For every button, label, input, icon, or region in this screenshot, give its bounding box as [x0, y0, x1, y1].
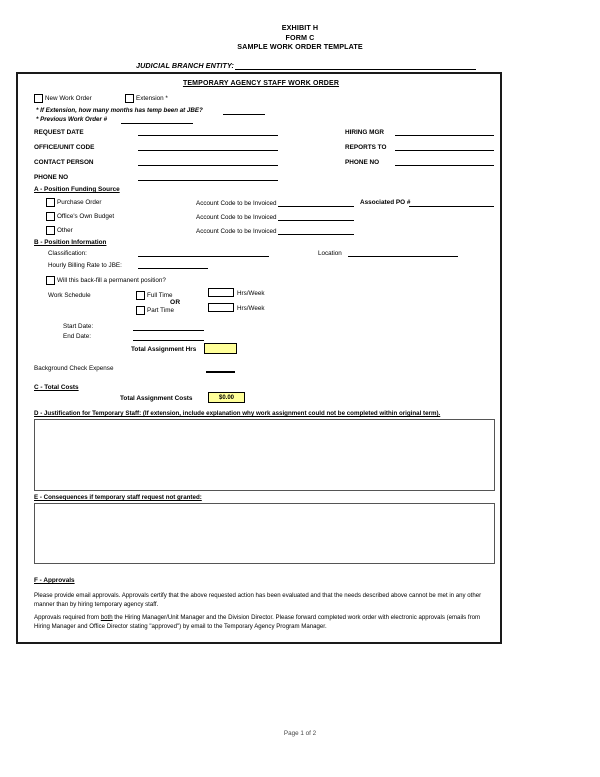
checkbox-office-own-budget-label: Office's Own Budget: [57, 213, 115, 220]
approvals-paragraph-1: Please provide email approvals. Approvals certify that the above requested action has been evaluated and that the needs described above cannot be met in any other manner than by hiring temporary agency staff.: [34, 592, 482, 609]
total-assignment-hrs-label: Total Assignment Hrs: [131, 346, 197, 353]
previous-work-order-label: * Previous Work Order #: [36, 116, 108, 123]
hiring-mgr-label: HIRING MGR: [345, 129, 385, 136]
location-input[interactable]: [348, 256, 458, 257]
checkbox-other-funding[interactable]: [46, 226, 73, 235]
contact-person-input[interactable]: [138, 165, 278, 166]
section-a-heading: A - Position Funding Source: [34, 186, 120, 193]
document-header: [0, 23, 600, 52]
checkbox-full-time[interactable]: [136, 291, 173, 300]
checkbox-backfill-box[interactable]: [46, 276, 55, 285]
phone-no-right-label: PHONE NO: [345, 159, 380, 166]
account-code-input-2[interactable]: [278, 220, 354, 221]
hourly-rate-label: Hourly Billing Rate to JBE:: [48, 262, 122, 269]
request-date-input[interactable]: [138, 135, 278, 136]
checkbox-purchase-order-label: Purchase Order: [57, 199, 102, 206]
section-d-heading: D - Justification for Temporary Staff: (If extension, include explanation why work assignment could not be completed within original term).: [34, 410, 441, 417]
approvals-paragraph-2-emphasis: both: [100, 614, 113, 621]
classification-input[interactable]: [138, 256, 269, 257]
request-date-label: REQUEST DATE: [34, 129, 84, 136]
checkbox-office-own-budget[interactable]: [46, 212, 114, 221]
start-date-input[interactable]: [133, 330, 204, 331]
extension-months-input[interactable]: [223, 114, 265, 115]
form-frame: [16, 72, 502, 644]
checkbox-purchase-order-box[interactable]: [46, 198, 55, 207]
work-schedule-or-label: OR: [170, 299, 181, 306]
section-c-heading: C - Total Costs: [34, 384, 79, 391]
account-code-label-3: Account Code to be Invoiced: [196, 228, 277, 235]
previous-work-order-input[interactable]: [121, 123, 193, 124]
checkbox-part-time-box[interactable]: [136, 306, 145, 315]
checkbox-backfill-label: Will this back-fill a permanent position?: [57, 277, 166, 284]
section-e-heading: E - Consequences if temporary staff request not granted:: [34, 494, 202, 501]
checkbox-purchase-order[interactable]: [46, 198, 101, 207]
approvals-paragraph-2-part-2: the Hiring Manager/Unit Manager and the Division Director. Please forward completed work order with electronic approvals (emails from Hiring Manager and Office Director stating "approved") by email to the Temporary Agency Program Manager.: [34, 614, 481, 631]
page-footer: Page 1 of 2: [283, 730, 317, 737]
header-line-form: FORM C: [285, 32, 315, 42]
background-check-input[interactable]: [206, 371, 235, 373]
section-e-consequences-textarea[interactable]: [34, 503, 495, 564]
classification-label: Classification:: [48, 250, 87, 257]
associated-po-label: Associated PO #: [360, 199, 411, 206]
background-check-label: Background Check Expense: [34, 365, 114, 372]
checkbox-extension-label: Extension *: [136, 95, 168, 102]
start-date-label: Start Date:: [63, 323, 94, 330]
header-line-template: SAMPLE WORK ORDER TEMPLATE: [237, 42, 363, 52]
judicial-branch-entity-field[interactable]: [136, 58, 476, 70]
checkbox-new-work-order-label: New Work Order: [45, 95, 92, 102]
hiring-mgr-input[interactable]: [395, 135, 494, 136]
total-assignment-costs-label: Total Assignment Costs: [120, 395, 193, 402]
full-time-hours-input[interactable]: [208, 288, 234, 297]
checkbox-extension[interactable]: [125, 94, 168, 103]
judicial-branch-entity-input[interactable]: [235, 60, 476, 70]
approvals-paragraph-2-part-1: Approvals required from: [34, 614, 101, 621]
header-line-exhibit: EXHIBIT H: [281, 23, 319, 32]
checkbox-full-time-box[interactable]: [136, 291, 145, 300]
checkbox-extension-box[interactable]: [125, 94, 134, 103]
office-unit-code-input[interactable]: [138, 150, 278, 151]
full-time-hrs-week-label: Hrs/Week: [237, 290, 265, 297]
section-f-heading: F - Approvals: [34, 577, 75, 584]
account-code-label-2: Account Code to be Invoiced: [196, 214, 277, 221]
phone-no-label: PHONE NO: [34, 174, 69, 181]
section-b-heading: B - Position Information: [34, 239, 107, 246]
end-date-input[interactable]: [133, 340, 204, 341]
checkbox-other-funding-label: Other: [57, 227, 73, 234]
checkbox-full-time-label: Full Time: [147, 292, 173, 299]
phone-no-right-input[interactable]: [395, 165, 494, 166]
contact-person-label: CONTACT PERSON: [34, 159, 94, 166]
office-unit-code-label: OFFICE/UNIT CODE: [34, 144, 95, 151]
account-code-label-1: Account Code to be Invoiced: [196, 200, 277, 207]
checkbox-backfill[interactable]: [46, 276, 166, 285]
hourly-rate-input[interactable]: [138, 268, 208, 269]
part-time-hrs-week-label: Hrs/Week: [237, 305, 265, 312]
extension-months-question: * If Extension, how many months has temp been at JBE?: [36, 107, 203, 114]
reports-to-input[interactable]: [395, 150, 494, 151]
checkbox-new-work-order[interactable]: [34, 94, 92, 103]
account-code-input-3[interactable]: [278, 234, 354, 235]
reports-to-label: REPORTS TO: [345, 144, 387, 151]
total-assignment-hrs-input[interactable]: [204, 343, 237, 354]
location-label: Location: [318, 250, 342, 257]
phone-no-input[interactable]: [138, 180, 278, 181]
account-code-input-1[interactable]: [278, 206, 354, 207]
section-d-justification-textarea[interactable]: [34, 419, 495, 491]
approvals-paragraph-2: [34, 613, 489, 631]
checkbox-new-work-order-box[interactable]: [34, 94, 43, 103]
form-title: TEMPORARY AGENCY STAFF WORK ORDER: [182, 80, 340, 87]
associated-po-input[interactable]: [409, 206, 494, 207]
part-time-hours-input[interactable]: [208, 303, 234, 312]
end-date-label: End Date:: [63, 333, 92, 340]
checkbox-other-funding-box[interactable]: [46, 226, 55, 235]
work-schedule-label: Work Schedule: [48, 292, 91, 299]
checkbox-part-time-label: Part Time: [147, 307, 174, 314]
checkbox-part-time[interactable]: [136, 306, 174, 315]
judicial-branch-entity-label: JUDICIAL BRANCH ENTITY:: [136, 61, 235, 70]
total-assignment-costs-value: $0.00: [208, 392, 245, 403]
checkbox-office-own-budget-box[interactable]: [46, 212, 55, 221]
